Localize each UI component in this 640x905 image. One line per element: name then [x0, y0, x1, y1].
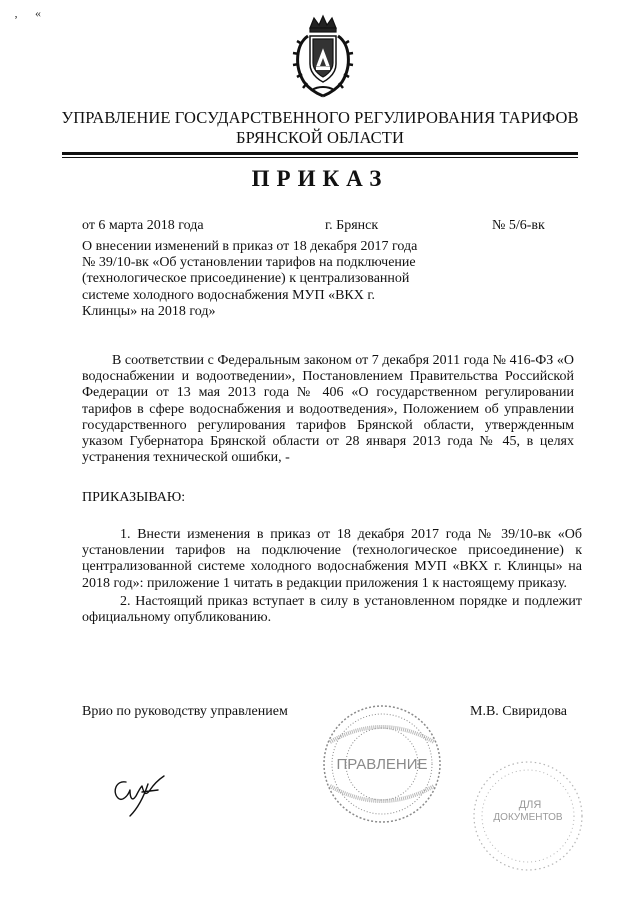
document-title: ПРИКАЗ: [251, 166, 389, 191]
documents-stamp-icon: [468, 756, 588, 876]
coat-of-arms-icon: [288, 14, 358, 98]
preamble-paragraph: В соответствии с Федеральным законом от 7 декабря 2011 года № 416-ФЗ «О водоснабжении и водоотведении», Постановлением Правительства Российской Федерации от 13 мая 2013 года № 406 «О государственном регулировании тарифов в сфере водоснабжения и водоотведения», Положением об управлении государственного регулирования тарифов Брянской области, утвержденным указом Губернатора Брянской области от 28 января 2013 года № 45, в целях устранения технической ошибки, -: [82, 353, 574, 466]
corner-mark: «: [35, 6, 41, 20]
seal-text: ПРАВЛЕНИЕ: [336, 756, 428, 773]
stamp-text-line1: ДЛЯ: [518, 799, 542, 811]
order-item: 1. Внести изменения в приказ от 18 декабря 2017 года № 39/10-вк «Об установлении тарифов на подключение (технологическое присоединение) к централизованной системе холодного водоснабжения МУП «ВКХ г. Клинцы» на 2018 год»: приложение 1 читать в редакции приложения 1 к настоящему приказу.: [82, 527, 582, 591]
corner-mark: ‚: [14, 6, 18, 20]
handwritten-signature-icon: [108, 770, 168, 820]
header-rule-thick: [62, 152, 578, 155]
stamp-text-line2: ДОКУМЕНТОВ: [493, 812, 563, 823]
signatory-name: М.В. Свиридова: [470, 704, 567, 719]
signatory-role: Врио по руководству управлением: [82, 704, 288, 719]
header-rule-thin: [62, 157, 578, 158]
organization-title: [40, 108, 600, 148]
official-seal-icon: [320, 702, 444, 826]
document-subject: О внесении изменений в приказ от 18 декабря 2017 года № 39/10-вк «Об установлении тарифов на подключение (технологическое присоединение) к централизованной системе холодного водоснабжения МУП «ВКХ г. Клинцы» на 2018 год»: [82, 239, 418, 319]
order-items: [82, 527, 582, 626]
document-number: № 5/6-вк: [492, 218, 545, 233]
order-word: ПРИКАЗЫВАЮ:: [82, 490, 186, 505]
corner-marks: [14, 6, 55, 21]
organization-name-line1: УПРАВЛЕНИЕ ГОСУДАРСТВЕННОГО РЕГУЛИРОВАНИЯ ТАРИФОВ: [61, 108, 579, 127]
document-date: от 6 марта 2018 года: [82, 218, 204, 233]
document-city: г. Брянск: [325, 218, 379, 233]
organization-name-line2: БРЯНСКОЙ ОБЛАСТИ: [236, 128, 404, 147]
order-item: 2. Настоящий приказ вступает в силу в установленном порядке и подлежит официальному опубликованию.: [82, 593, 582, 626]
